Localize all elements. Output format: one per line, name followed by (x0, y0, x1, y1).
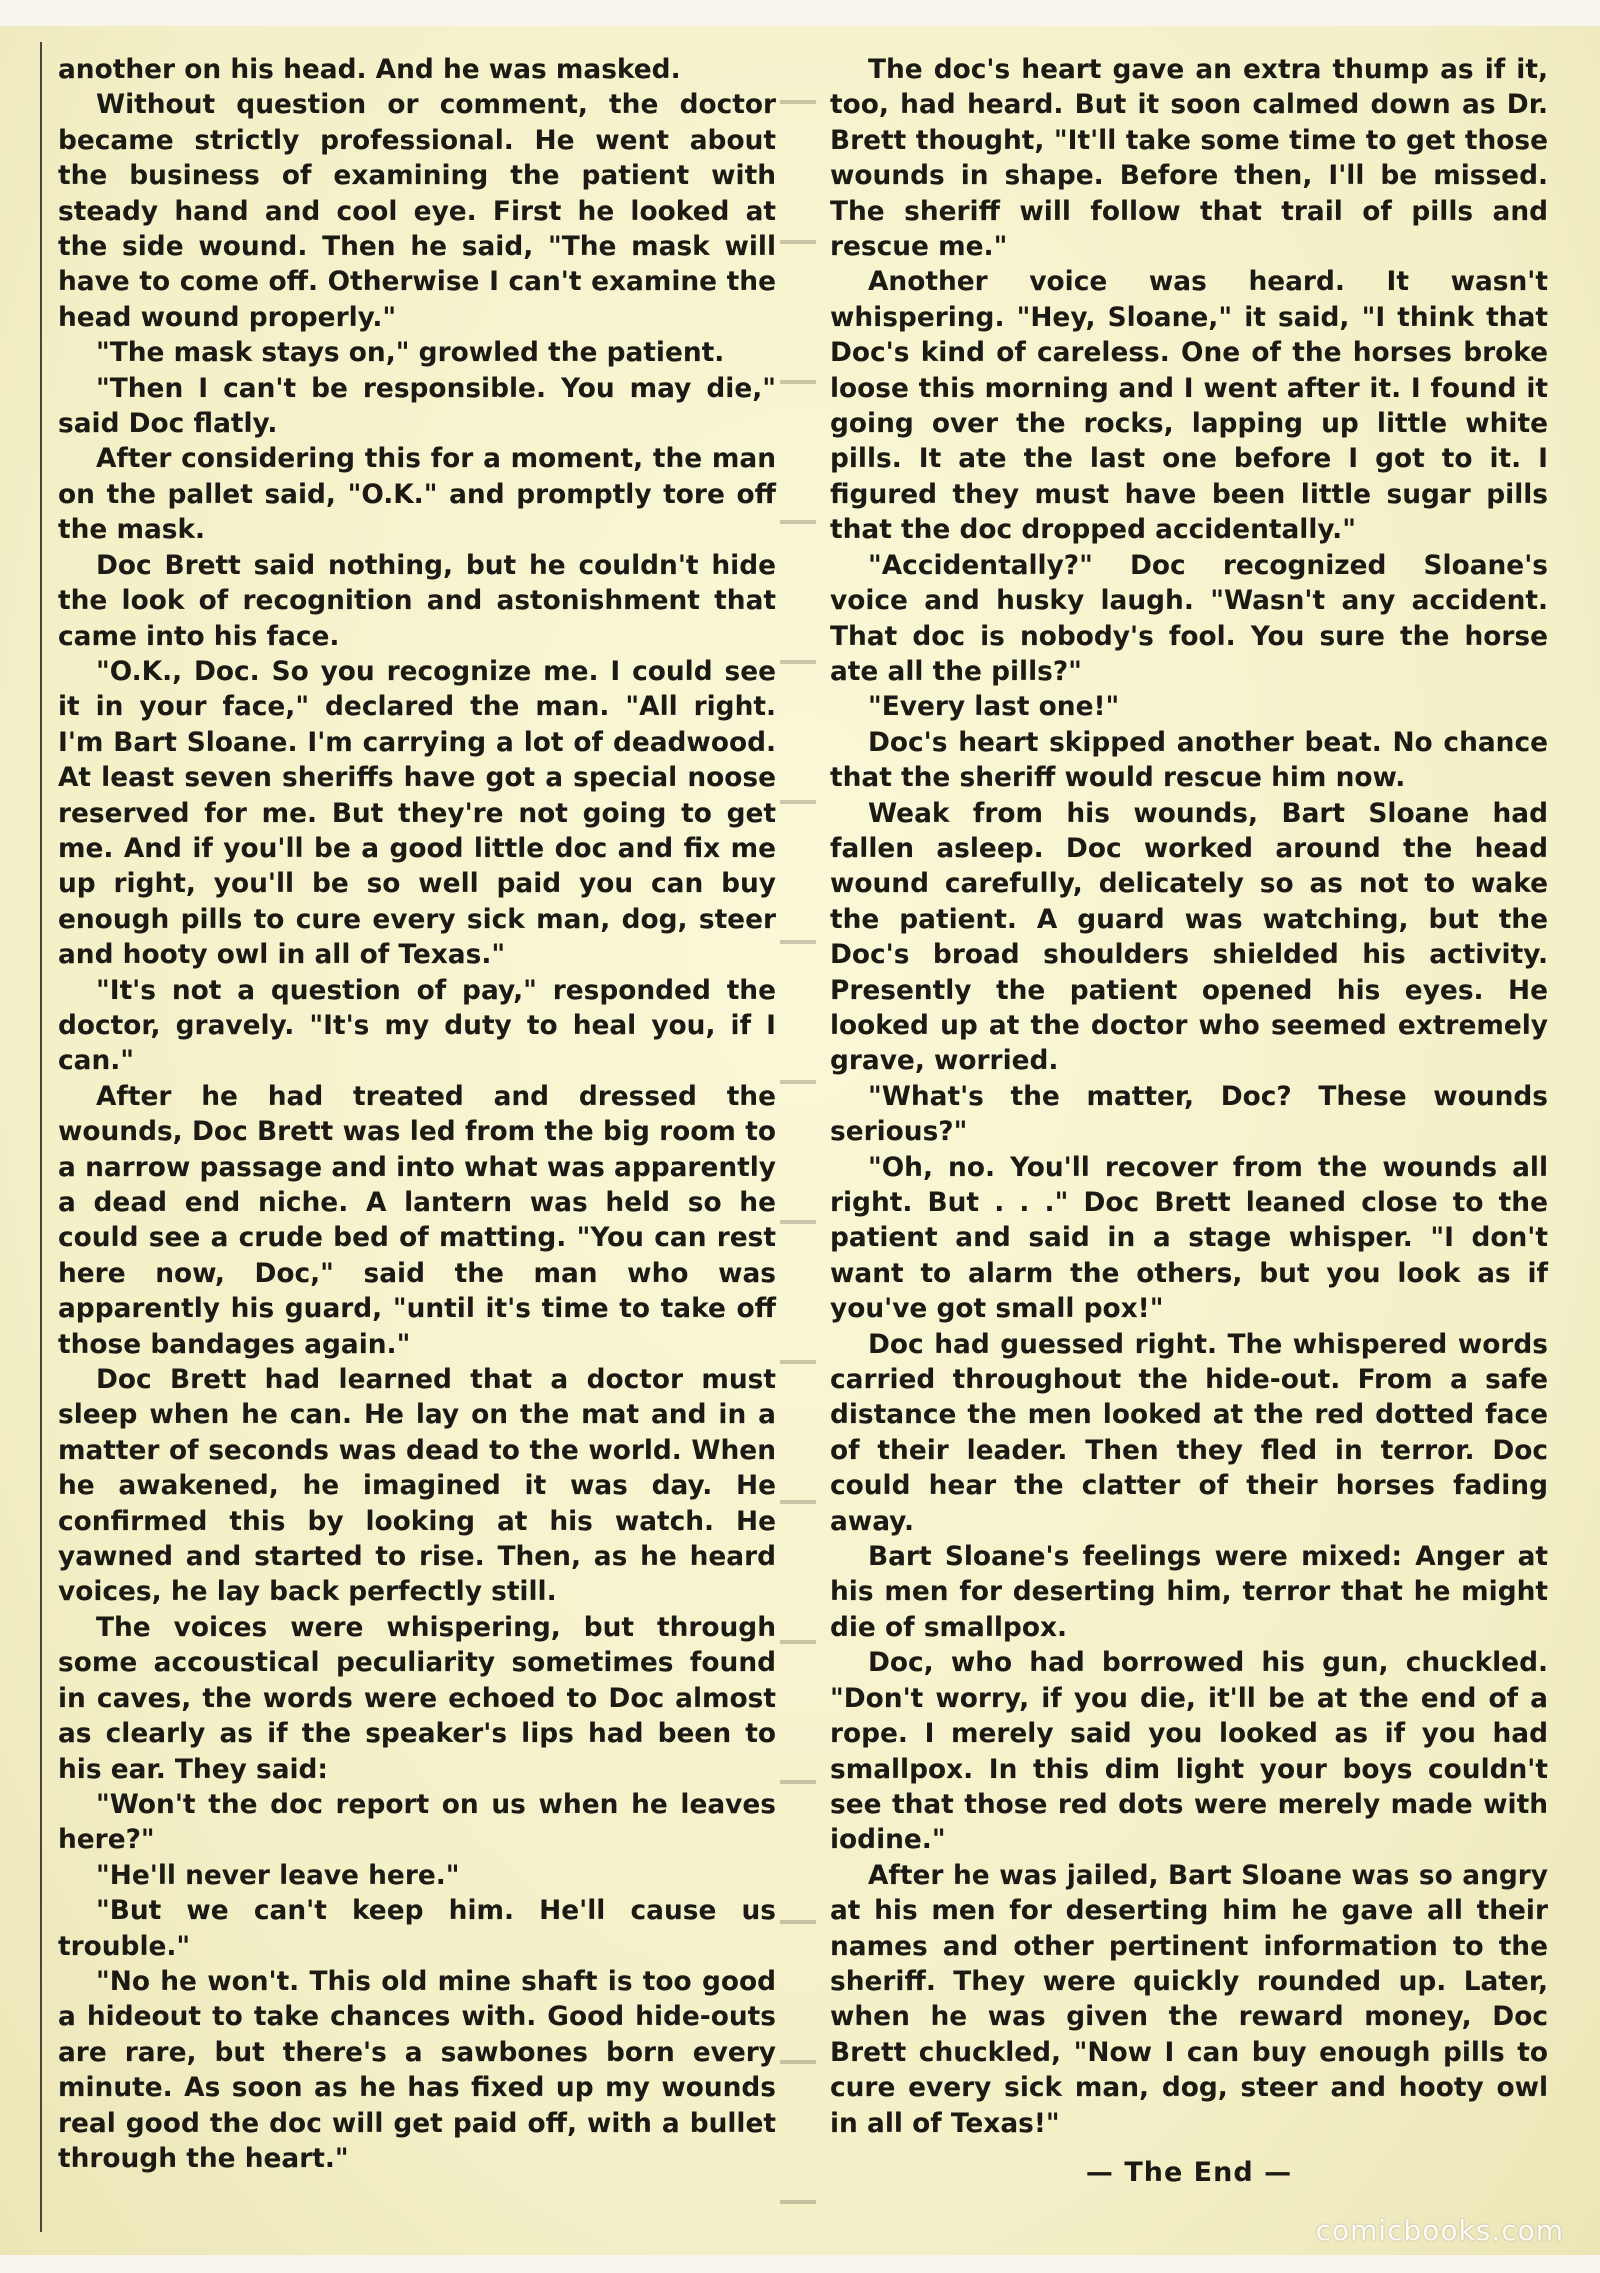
story-paragraph: "What's the matter, Doc? These wounds serious?" (830, 1080, 1548, 1148)
story-paragraph: "No he won't. This old mine shaft is too good a hideout to take chances with. Good hide-outs are rare, but there's a sawbones born every minute. As soon as he has fixed up my wounds real good the doc will get paid off, with a bullet through the heart." (58, 1965, 776, 2174)
story-paragraph: Doc had guessed right. The whispered words carried throughout the hide-out. From a safe distance the men looked at the red dotted face of their leader. Then they fled in terror. Doc could hear the clatter of their horses fading away. (830, 1328, 1548, 1537)
story-paragraph: "Accidentally?" Doc recognized Sloane's voice and husky laugh. "Wasn't any accident. That doc is nobody's fool. You sure the horse ate all the pills?" (830, 549, 1548, 687)
story-paragraph: Doc Brett said nothing, but he couldn't hide the look of recognition and astonishment that came into his face. (58, 549, 776, 652)
story-paragraph: Without question or comment, the doctor became strictly professional. He went about the business of examining the patient with steady hand and cool eye. First he looked at the side wound. Then he said, "The mask will have to come off. Otherwise I can't examine the head wound properly." (58, 89, 776, 333)
story-paragraph: "Won't the doc report on us when he leaves here?" (58, 1788, 776, 1856)
page-top-edge (0, 0, 1600, 26)
site-watermark: comicbooks.com (1315, 2214, 1564, 2247)
left-frame-line (40, 42, 42, 2232)
story-paragraph: Weak from his wounds, Bart Sloane had fallen asleep. Doc worked around the head wound carefully, delicately so as not to wake the patient. A guard was watching, but the Doc's broad shoulders shielded his activity. Presently the patient opened his eyes. He looked up at the doctor who seemed extremely grave, worried. (830, 797, 1548, 1077)
story-paragraph: "O.K., Doc. So you recognize me. I could see it in your face," declared the man. "All right. I'm Bart Sloane. I'm carrying a lot of deadwood. At least seven sheriffs have got a special noose reserved for me. But they're not going to get me. And if you'll be a good little doc and fix me up right, you'll be so well paid you can buy enough pills to cure every sick man, dog, steer and hooty owl in all of Texas." (58, 655, 776, 971)
story-paragraph: After he was jailed, Bart Sloane was so angry at his men for deserting him he gave all their names and other pertinent information to the sheriff. They were quickly rounded up. Later, when he was given the reward money, Doc Brett chuckled, "Now I can buy enough pills to cure every sick man, dog, steer and hooty owl in all of Texas!" (830, 1859, 1548, 2139)
story-paragraph: "But we can't keep him. He'll cause us trouble." (58, 1895, 776, 1962)
left-text-column (58, 52, 776, 2232)
the-end-label: — The End — (1085, 2156, 1293, 2188)
page-bottom-edge (0, 2255, 1600, 2273)
story-paragraph: The doc's heart gave an extra thump as if it, too, had heard. But it soon calmed down as Dr. Brett thought, "It'll take some time to get those wounds in shape. Before then, I'll be missed. The sheriff will follow that trail of pills and rescue me." (830, 54, 1548, 263)
story-paragraph: "Then I can't be responsible. You may die," said Doc flatly. (58, 372, 776, 440)
story-paragraph: After he had treated and dressed the wounds, Doc Brett was led from the big room to a narrow passage and into what was apparently a dead end niche. A lantern was held so he could see a crude bed of matting. "You can rest here now, Doc," said the man who was apparently his guard, "until it's time to take off those bandages again." (58, 1080, 776, 1360)
story-paragraph: "Every last one!" (868, 691, 1120, 723)
story-paragraph: After considering this for a moment, the man on the pallet said, "O.K." and promptly tore off the mask. (58, 443, 776, 546)
story-paragraph: Bart Sloane's feelings were mixed: Anger at his men for deserting him, terror that he might die of smallpox. (830, 1541, 1548, 1643)
story-paragraph: Doc's heart skipped another beat. No chance that the sheriff would rescue him now. (830, 726, 1548, 794)
right-text-column (830, 52, 1548, 2232)
story-paragraph: "Oh, no. You'll recover from the wounds all right. But . . ." Doc Brett leaned close to the patient and said in a stage whisper. "I don't want to alarm the others, but you look as if you've got small pox!" (830, 1151, 1548, 1325)
story-paragraph: The voices were whispering, but through some accoustical peculiarity sometimes found in caves, the words were echoed to Doc almost as clearly as if the speaker's lips had been to his ear. They said: (58, 1611, 776, 1785)
story-paragraph: "The mask stays on," growled the patient. (96, 337, 725, 369)
story-paragraph: "He'll never leave here." (96, 1859, 460, 1891)
story-paragraph: "It's not a question of pay," responded the doctor, gravely. "It's my duty to heal you, if I can." (58, 974, 776, 1077)
column-gutter (780, 40, 816, 2240)
story-paragraph: Doc Brett had learned that a doctor must sleep when he can. He lay on the mat and in a matter of seconds was dead to the world. When he awakened, he imagined it was day. He confirmed this by looking at his watch. He yawned and started to rise. Then, as he heard voices, he lay back perfectly still. (58, 1364, 776, 1608)
story-paragraph: another on his head. And he was masked. (58, 54, 681, 85)
story-paragraph: Doc, who had borrowed his gun, chuckled. "Don't worry, if you die, it'll be at the end of a rope. I merely said you looked as if you had smallpox. In this dim light your boys couldn't see that those red dots were merely made with iodine." (830, 1647, 1548, 1856)
story-paragraph: Another voice was heard. It wasn't whispering. "Hey, Sloane," it said, "I think that Doc's kind of careless. One of the horses broke loose this morning and I went after it. I found it going over the rocks, lapping up little white pills. It ate the last one before I got to it. I figured they must have been little sugar pills that the doc dropped accidentally." (830, 266, 1548, 546)
